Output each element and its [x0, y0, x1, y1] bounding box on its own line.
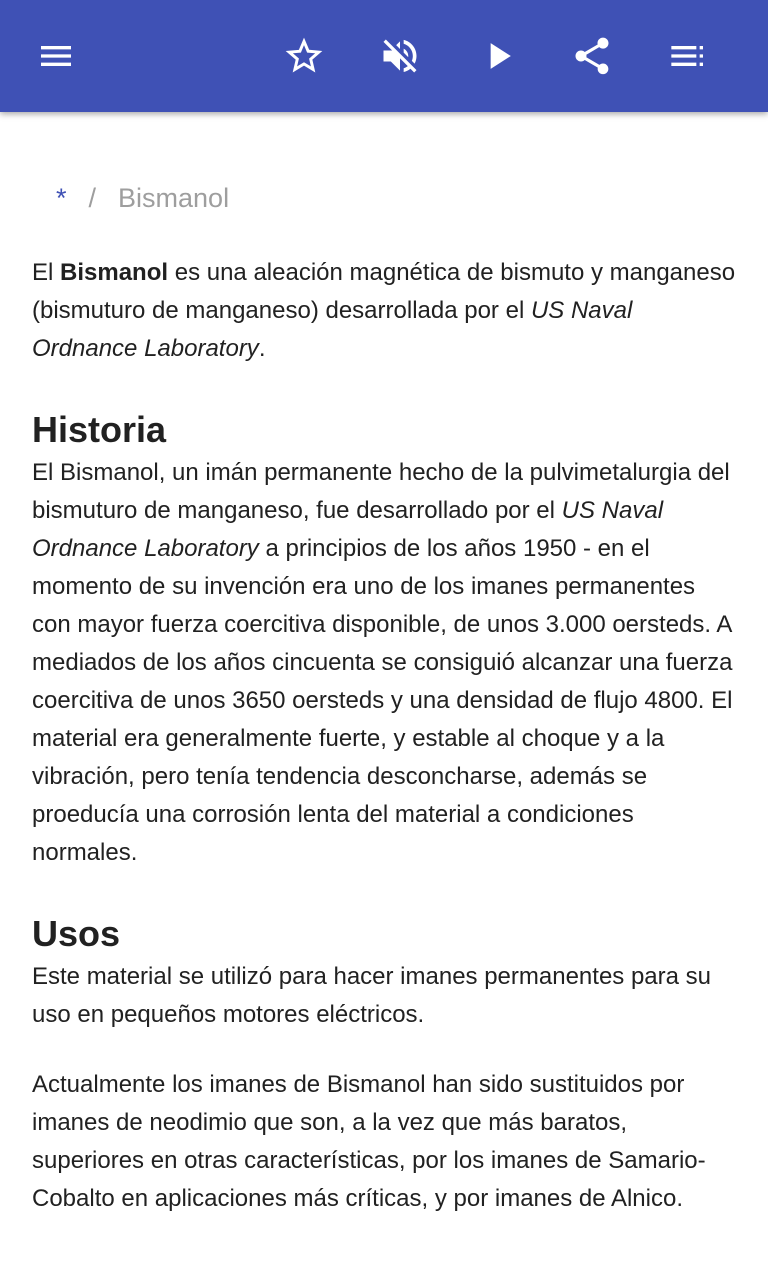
play-button[interactable] — [470, 28, 526, 84]
menu-button[interactable] — [28, 28, 84, 84]
play-icon — [476, 34, 520, 78]
contents-button[interactable] — [660, 28, 716, 84]
usos-paragraph-2: Actualmente los imanes de Bismanol han sido sustituidos por imanes de neodimio que son, a la vez que más baratos, superiores en otras características, por los imanes de Samario-Cobalto en aplicaciones más críticas, y por imanes de Alnico. — [32, 1071, 706, 1212]
star-outline-icon — [282, 34, 326, 78]
intro-italic: US Naval Ordnance Laboratory — [32, 297, 633, 362]
intro-middle: es una aleación magnética de bismuto y manganeso (bismuturo de manganeso) desarrollada por el — [32, 259, 736, 324]
breadcrumb-home-link[interactable]: * — [56, 183, 67, 213]
intro-suffix: . — [258, 335, 266, 362]
section-heading-usos: Usos — [32, 913, 121, 954]
historia-text-a: El Bismanol, un imán permanente hecho de la pulvimetalurgia del bismuturo de manganeso, fue desarrollado por el — [32, 459, 730, 524]
historia-paragraph — [32, 454, 736, 872]
breadcrumb-separator: / — [88, 183, 97, 213]
share-icon — [570, 34, 614, 78]
intro-paragraph — [32, 254, 736, 368]
breadcrumb-current: Bismanol — [118, 183, 230, 213]
bookmark-button[interactable] — [276, 28, 332, 84]
historia-italic: US Naval Ordnance Laboratory — [32, 497, 664, 562]
section-heading-historia: Historia — [32, 409, 167, 450]
volume-off-icon — [378, 34, 422, 78]
share-button[interactable] — [564, 28, 620, 84]
intro-prefix: El — [32, 259, 61, 286]
intro-bold-term: Bismanol — [60, 259, 169, 286]
historia-text-b: a principios de los años 1950 - en el momento de su invención era uno de los imanes permanentes con mayor fuerza coercitiva disponible, de unos 3.000 oersteds. A mediados de los años cincuenta se consiguió alcanzar una fuerza coercitiva de unos 3650 oersteds y una densidad de flujo 4800. El material era generalmente fuerte, y estable al choque y a la vibración, pero tenía tendencia desconcharse, además se proeducía una corrosión lenta del material a condiciones normales. — [32, 535, 733, 866]
mute-button[interactable] — [372, 28, 428, 84]
app-toolbar — [0, 0, 768, 112]
menu-icon — [36, 36, 76, 76]
article-content — [32, 112, 736, 1218]
usos-paragraph-1: Este material se utilizó para hacer imanes permanentes para su uso en pequeños motores eléctricos. — [32, 963, 712, 1028]
breadcrumb — [32, 180, 736, 216]
playlist-icon — [668, 36, 708, 76]
